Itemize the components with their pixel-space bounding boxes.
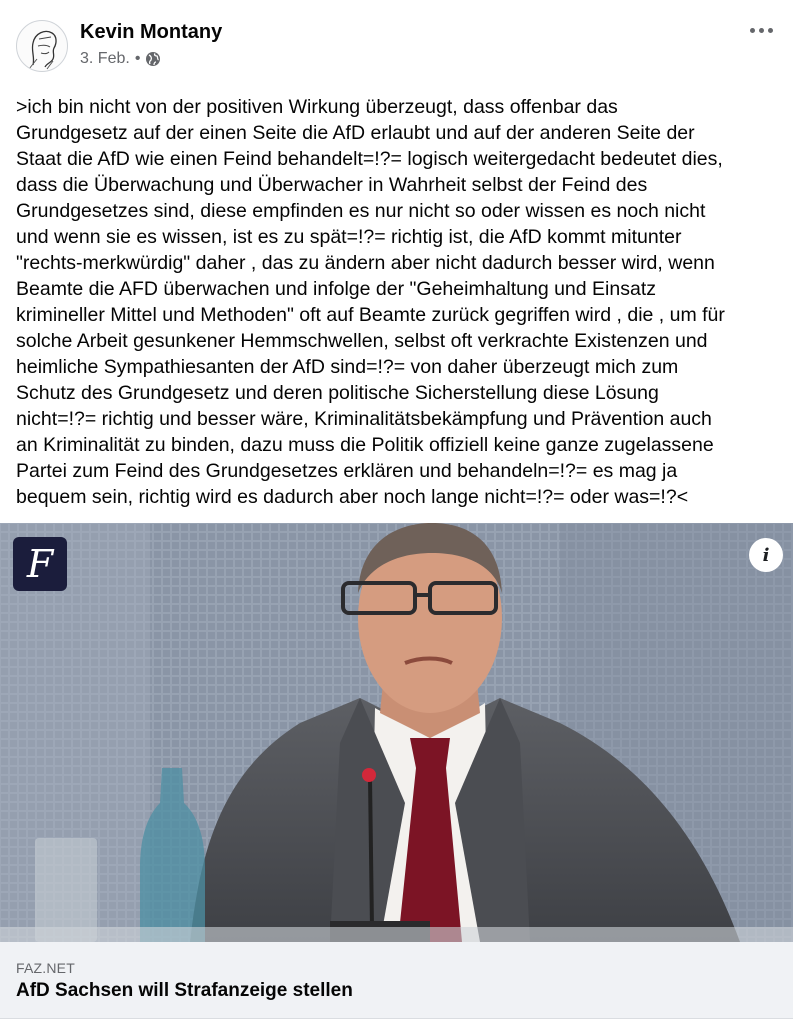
post-date[interactable]: 3. Feb. xyxy=(80,50,130,67)
profile-sketch-icon xyxy=(17,21,68,72)
post-text: >ich bin nicht von der positiven Wirkung überzeugt, dass offenbar das Grundgesetz auf der einen Seite die AfD erlaubt und auf der anderen Seite der Staat die AfD wie einen Feind behandelt=!?= logisch weitergedacht bedeutet dies, dass die Überwachung und Überwacher in Wahrheit selbst der Feind des Grundgesetzes sind, diese empfinden es nur nicht so oder wissen es noch nicht und wenn sie es wissen, ist es zu spät=!?= richtig ist, die AfD kommt mitunter "rechts-merkwürdig" daher , das zu ändern aber nicht dadurch besser wird, wenn Beamte die AFD überwachen und infolge der "Geheimhaltung und Einsatz krimineller Mittel und Methoden" oft auf Beamte zurück gegriffen wird , die , um für solche Arbeit gesunkener Hemmschwellen, selbst oft verkrachte Existenzen und heimliche Sympathiesanten der AfD sind=!?= von daher überzeugt mich zum Schutz des Grundgesetz und deren politische Sicherstellung diese Lösung nicht=!?= richtig und besser wäre, Kriminalitätsbekämpfung und Prävention auch an Kriminalität zu binden, dazu muss die Politik offiziell keine ganze zugelassene Partei zum Feind des Grundgesetzes erklären und behandeln=!?= es mag ja bequem sein, richtig wird es dadurch aber noch lange nicht=!?= oder was=!?< xyxy=(16,96,725,508)
post-meta xyxy=(80,50,161,68)
more-dot xyxy=(750,28,755,33)
link-preview[interactable] xyxy=(0,942,793,1018)
politician-photo xyxy=(0,523,793,942)
author-name[interactable]: Kevin Montany xyxy=(80,21,223,43)
info-icon[interactable]: i xyxy=(749,538,783,572)
source-badge: F xyxy=(13,537,67,591)
post-header xyxy=(0,0,793,92)
meta-separator: • xyxy=(134,50,141,67)
more-dot xyxy=(768,28,773,33)
link-domain: FAZ.NET xyxy=(16,960,75,976)
divider xyxy=(0,1018,793,1019)
globe-icon xyxy=(145,51,161,67)
link-headline[interactable]: AfD Sachsen will Strafanzeige stellen xyxy=(16,980,353,1001)
avatar[interactable] xyxy=(16,20,68,72)
more-options-button[interactable] xyxy=(749,20,775,40)
more-dot xyxy=(759,28,764,33)
link-image[interactable] xyxy=(0,523,793,942)
